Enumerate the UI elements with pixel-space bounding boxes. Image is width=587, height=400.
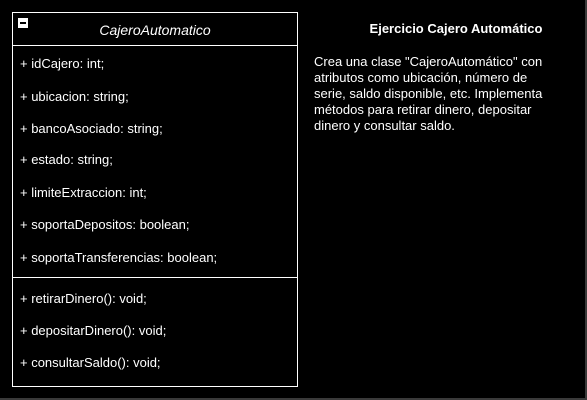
description-line: Crea una clase "CajeroAutomático" con [314,54,543,69]
method-item: + depositarDinero(): void; [20,323,167,338]
exercise-description [314,54,580,134]
attribute-item: + limiteExtraccion: int; [20,185,147,200]
attribute-item: + estado: string; [20,152,113,167]
attributes-section [13,46,297,278]
description-line: atributos como ubicación, número de [314,70,528,85]
attribute-item: + soportaDepositos: boolean; [20,217,190,232]
exercise-title: Ejercicio Cajero Automático [369,21,543,36]
description-line: dinero y consultar saldo. [314,118,455,133]
uml-class-box[interactable] [12,12,298,387]
uml-class-header [13,13,297,46]
attribute-item: + idCajero: int; [20,56,105,71]
method-item: + consultarSaldo(): void; [20,355,161,370]
methods-section [13,278,297,386]
attribute-item: + ubicacion: string; [20,89,129,104]
description-line: métodos para retirar dinero, depositar [314,102,532,117]
method-item: + retirarDinero(): void; [20,291,147,306]
description-line: serie, saldo disponible, etc. Implementa [314,86,543,101]
class-name: CajeroAutomatico [99,22,211,38]
attribute-item: + bancoAsociado: string; [20,121,163,136]
attribute-item: + soportaTransferencias: boolean; [20,250,218,265]
